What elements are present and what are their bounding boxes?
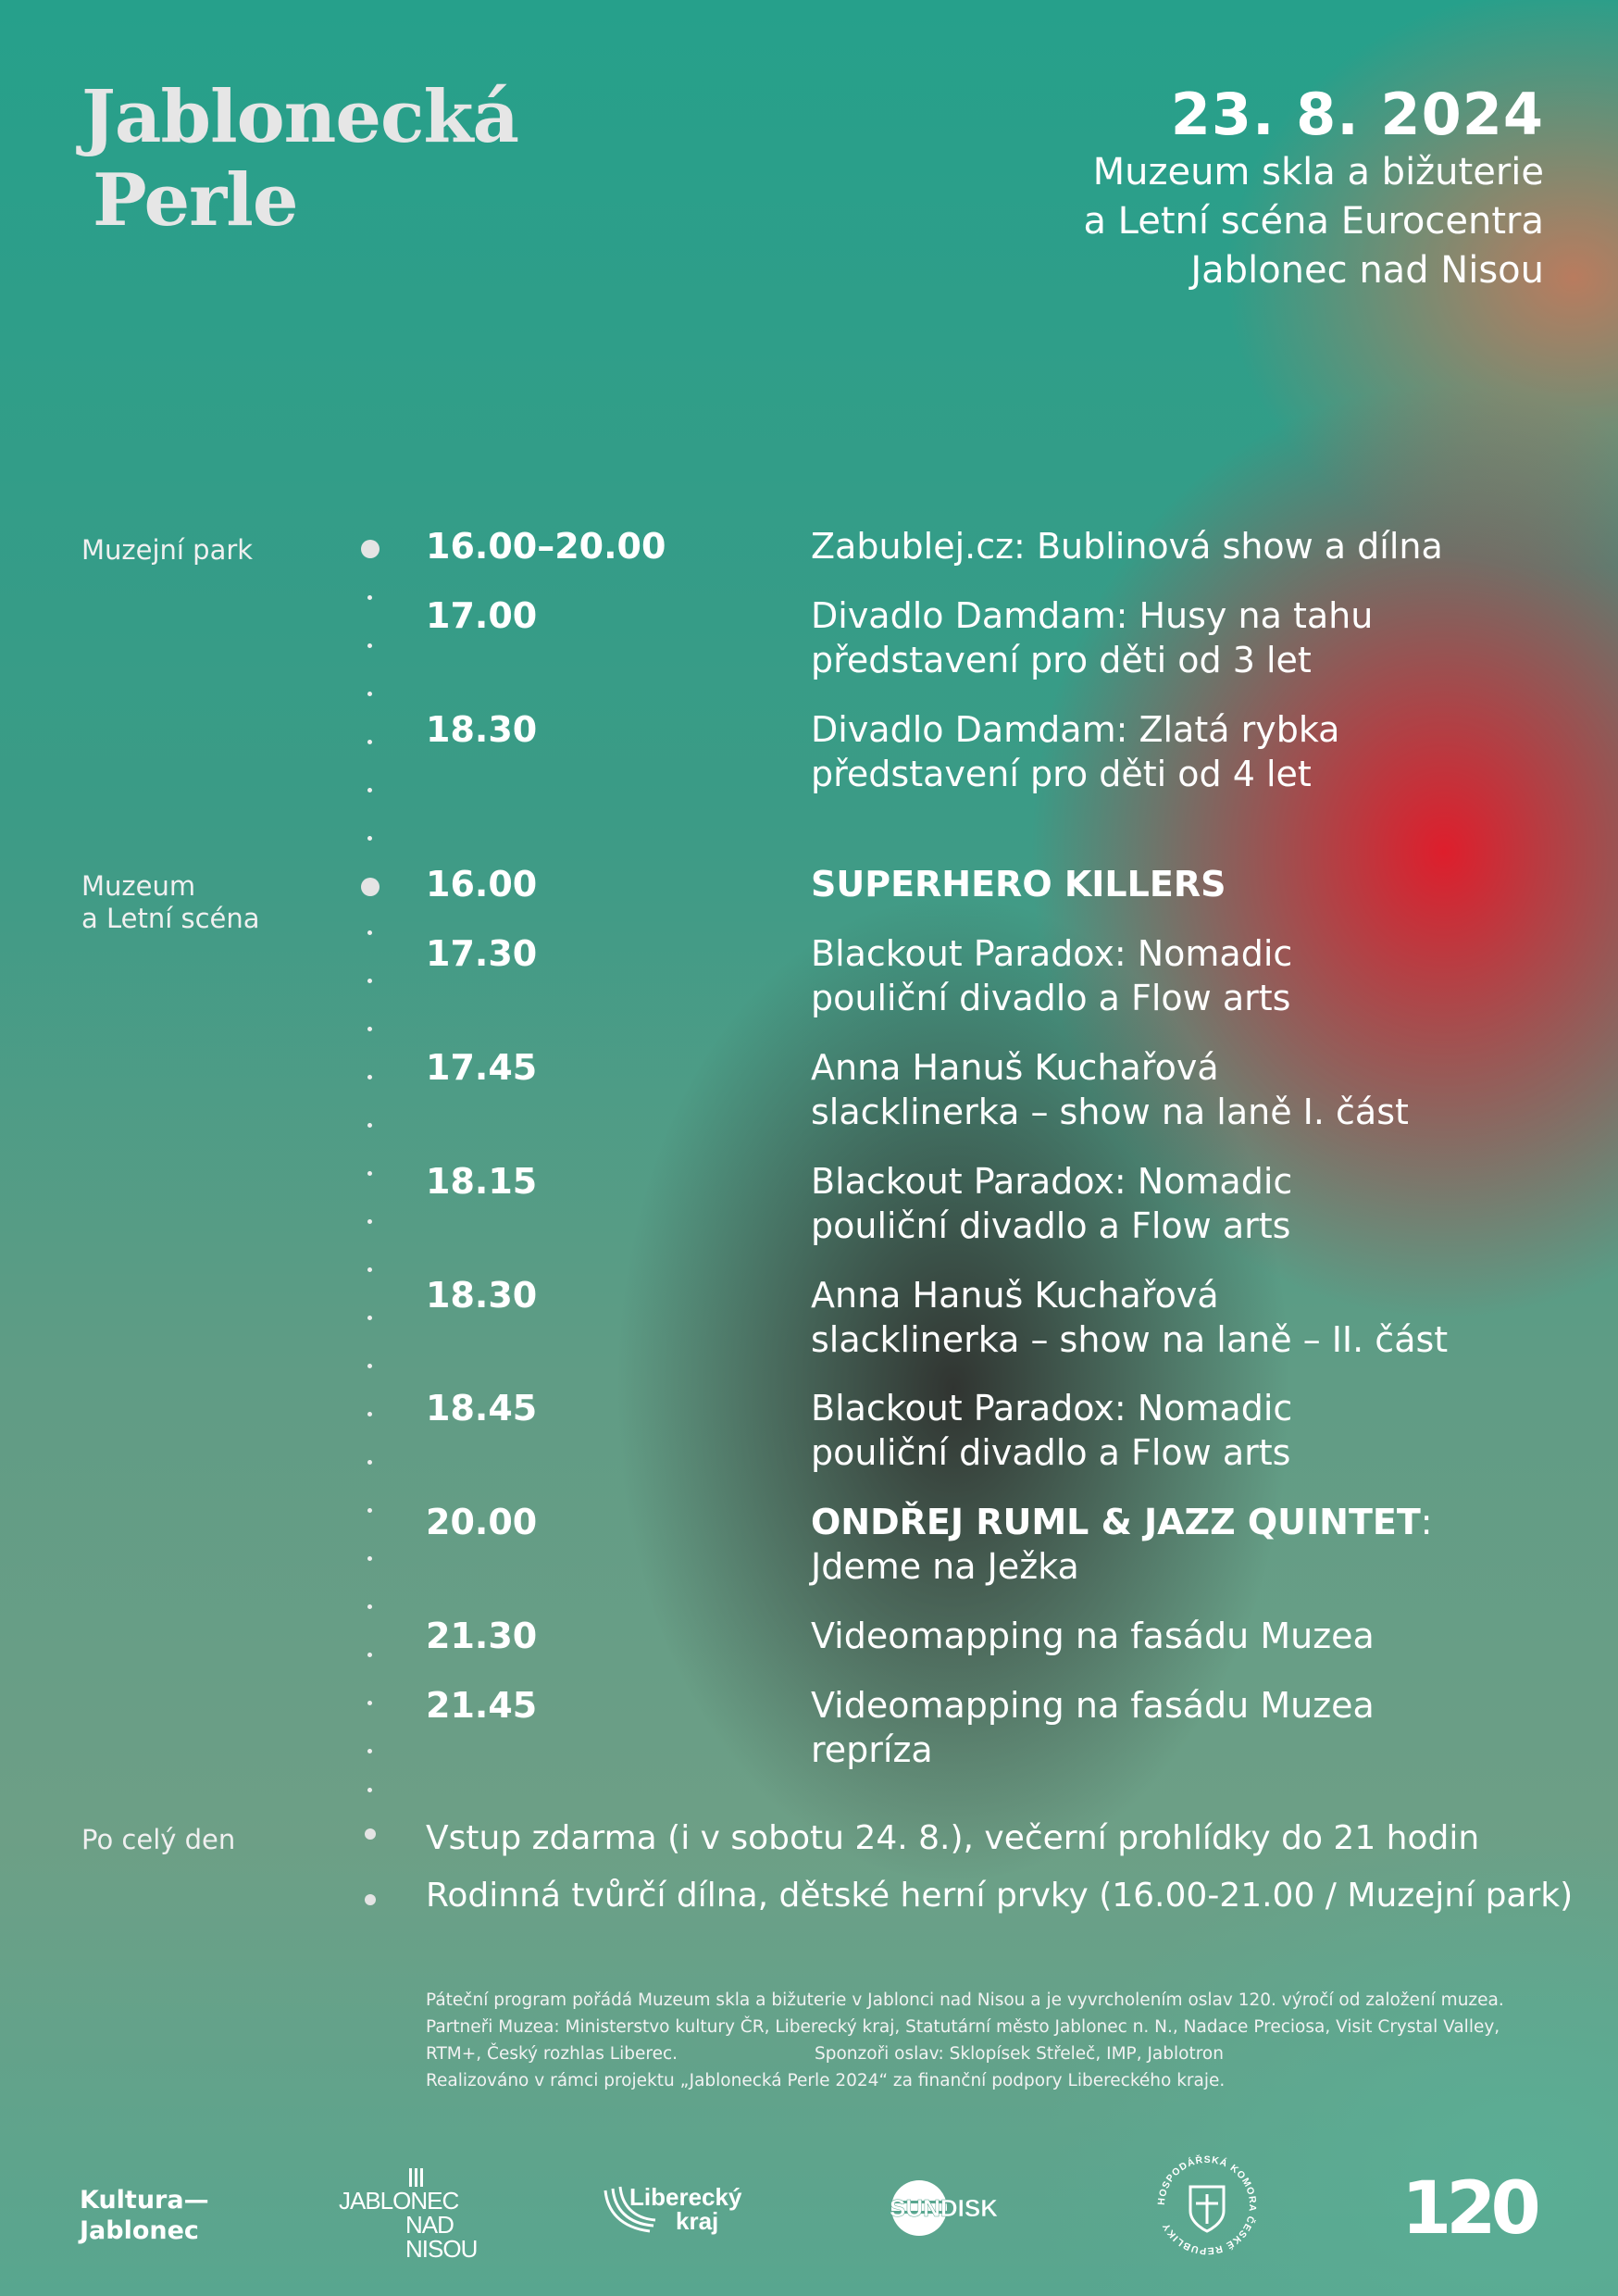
liberec-swoosh-icon [602, 2183, 750, 2239]
timeline-dot [367, 1508, 372, 1513]
program-event-subtitle: Jdeme na Ježka [811, 1546, 1079, 1587]
timeline-dot [367, 930, 372, 935]
program-time: 17.30 [426, 933, 538, 974]
program-time: 17.00 [426, 595, 538, 636]
section-label-park: Muzejní park [81, 534, 254, 566]
timeline-dot [367, 1075, 372, 1079]
event-title [81, 76, 518, 243]
logo-text: 120 [1401, 2168, 1536, 2242]
logo-text: kraj [676, 2207, 719, 2235]
logo-text: Liberecký [629, 2183, 742, 2211]
logo-text: JABLONEC [339, 2187, 459, 2215]
timeline-dot [367, 1267, 372, 1272]
footer-line: Realizováno v rámci projektu „Jablonecká Perle 2024“ za finanční podpory Libereckého kraje. [426, 2071, 1226, 2090]
program-event-title: Divadlo Damdam: Husy na tahu [811, 595, 1374, 636]
bullet-dot [365, 1828, 376, 1840]
footer-line: Páteční program pořádá Muzeum skla a bižuterie v Jablonci nad Nisou a je vyvrcholením oslav 120. výročí od založení muzea. [426, 1990, 1504, 2010]
program-time: 20.00 [426, 1502, 538, 1542]
program-event-title: Divadlo Damdam: Zlatá rybka [811, 709, 1340, 750]
chamber-seal-icon [1151, 2150, 1263, 2261]
program-event-title: Videomapping na fasádu Muzea [811, 1685, 1375, 1726]
program-event [811, 1045, 1588, 1134]
program-time: 16.00 [426, 864, 538, 905]
venue-line-1: Muzeum skla a bižuterie [1092, 151, 1544, 193]
footer-sponsors: Sponzoři oslav: Sklopísek Střeleč, IMP, Jablotron [815, 2044, 1224, 2064]
program-event-title-suffix: : [1420, 1502, 1433, 1542]
hospodarska-komora-logo [1151, 2150, 1263, 2265]
program-event [811, 1273, 1588, 1362]
program-event-subtitle: pouliční divadlo a Flow arts [811, 1432, 1291, 1473]
timeline-dot [367, 1364, 372, 1368]
timeline-dot [367, 643, 372, 648]
bullet-dot [365, 1894, 376, 1905]
timeline-dot [367, 740, 372, 744]
event-date: 23. 8. 2024 [1170, 81, 1544, 148]
timeline-dot [367, 1171, 372, 1176]
program-event-title: Videomapping na fasádu Muzea [811, 1616, 1375, 1656]
program-time: 17.45 [426, 1047, 538, 1088]
timeline-dot [367, 1556, 372, 1561]
program-time: 16.00–20.00 [426, 526, 666, 567]
program-event-subtitle: pouliční divadlo a Flow arts [811, 1205, 1291, 1246]
program-event-subtitle: pouliční divadlo a Flow arts [811, 978, 1291, 1018]
program-event-title [811, 1500, 1588, 1544]
anniversary-mark-icon [1401, 2168, 1550, 2242]
timeline-dot [367, 1027, 372, 1031]
timeline-dot [367, 1412, 372, 1416]
program-event-subtitle: představení pro děti od 4 let [811, 754, 1312, 794]
program-event-title: Blackout Paradox: Nomadic [811, 1161, 1293, 1202]
program-time: 18.30 [426, 1275, 538, 1316]
timeline-dot [367, 1123, 372, 1128]
program-event [811, 1159, 1588, 1248]
program-event [811, 931, 1588, 1020]
title-line-1: Jablonecká [81, 75, 519, 159]
liberecky-kraj-logo [602, 2183, 750, 2242]
footer-line: Partneři Muzea: Ministerstvo kultury ČR, Liberecký kraj, Statutární město Jablonec n. N., Nadace Preciosa, Visit Crystal Valley, [426, 2017, 1500, 2037]
timeline-dot [367, 595, 372, 600]
program-event-subtitle: repríza [811, 1729, 933, 1770]
timeline-dot [367, 1653, 372, 1657]
timeline-dot-large [361, 540, 380, 558]
program-event [811, 524, 1588, 568]
logo-text: Kultura— [80, 2186, 209, 2215]
timeline-dot [367, 1749, 372, 1753]
section-label-museum [81, 870, 260, 935]
section-label-allday: Po celý den [81, 1824, 236, 1855]
timeline-dot [367, 1316, 372, 1320]
footer-line: RTM+, Český rozhlas Liberec. [426, 2044, 678, 2064]
program-event-title: Blackout Paradox: Nomadic [811, 933, 1293, 974]
program-event-title: Blackout Paradox: Nomadic [811, 1388, 1293, 1429]
timeline-dot [367, 1701, 372, 1705]
program-event [811, 1614, 1588, 1658]
program-event-subtitle: slacklinerka – show na laně – II. část [811, 1319, 1449, 1360]
timeline-dot [367, 788, 372, 792]
logo-text: SUNDISK [890, 2194, 999, 2222]
jablonec-nad-nisou-logo [339, 2177, 477, 2261]
timeline-dot-large [361, 878, 380, 896]
timeline-dot [367, 979, 372, 983]
title-line-2: Perle [93, 158, 298, 243]
logo-mark [409, 2168, 412, 2187]
timeline-dot [367, 1788, 372, 1792]
program-event [811, 862, 1588, 906]
sundisk-sun-icon [884, 2176, 1023, 2240]
section-label-museum-line-1: Muzeum [81, 870, 196, 902]
timeline-dot [367, 1604, 372, 1609]
timeline-dot [367, 1460, 372, 1465]
logo-text: NAD [405, 2211, 454, 2239]
logo-text: Jablonec [80, 2216, 199, 2245]
kultura-jablonec-logo [80, 2185, 209, 2246]
section-label-museum-line-2: a Letní scéna [81, 903, 260, 934]
logo-text: HOSPODÁŘSKÁ KOMORA ČESKÉ REPUBLIKY [1155, 2153, 1259, 2257]
allday-item: Rodinná tvůrčí dílna, dětské herní prvky (16.00-21.00 / Muzejní park) [426, 1877, 1574, 1915]
program-event-title: SUPERHERO KILLERS [811, 864, 1226, 905]
footer-credits [426, 1987, 1564, 2094]
program-event [811, 1500, 1588, 1589]
program-event [811, 707, 1588, 796]
timeline-dot [367, 836, 372, 841]
program-event-title: Anna Hanuš Kuchařová [811, 1047, 1219, 1088]
program-time: 21.45 [426, 1685, 538, 1726]
program-event [811, 1683, 1588, 1772]
program-event [811, 1386, 1588, 1475]
logo-text: NISOU [405, 2235, 478, 2263]
program-event-subtitle: představení pro děti od 3 let [811, 640, 1312, 680]
program-event-title: Zabublej.cz: Bublinová show a dílna [811, 526, 1443, 567]
program-time: 18.15 [426, 1161, 538, 1202]
venue-line-3: Jablonec nad Nisou [1190, 249, 1544, 292]
allday-item: Vstup zdarma (i v sobotu 24. 8.), večerní prohlídky do 21 hodin [426, 1819, 1480, 1857]
program-event-headliner: ONDŘEJ RUML & JAZZ QUINTET [811, 1502, 1421, 1542]
program-event [811, 593, 1588, 682]
sundisk-logo [884, 2176, 1023, 2244]
timeline-dot [367, 1219, 372, 1224]
program-event-title: Anna Hanuš Kuchařová [811, 1275, 1219, 1316]
timeline-dot [367, 692, 372, 696]
event-info [1083, 81, 1544, 295]
program-time: 18.45 [426, 1388, 538, 1429]
program-time: 21.30 [426, 1616, 538, 1656]
venue-line-2: a Letní scéna Eurocentra [1083, 200, 1544, 243]
anniversary-120-logo [1401, 2168, 1550, 2246]
program-time: 18.30 [426, 709, 538, 750]
program-event-subtitle: slacklinerka – show na laně I. část [811, 1092, 1409, 1132]
